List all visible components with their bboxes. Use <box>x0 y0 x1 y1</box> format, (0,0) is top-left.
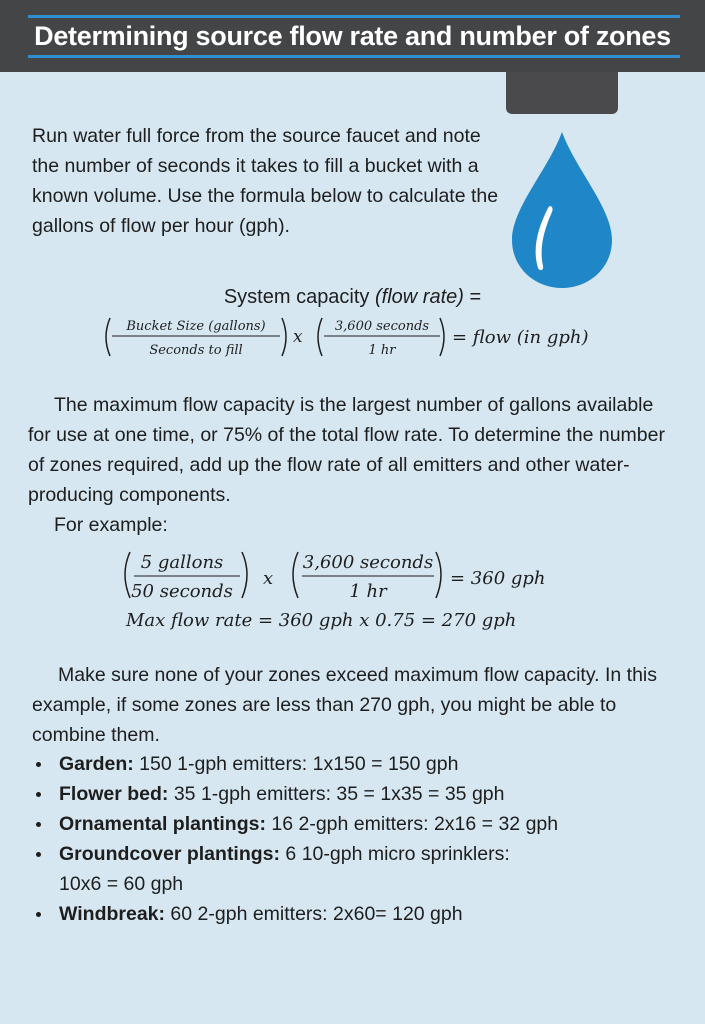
example-result: = 360 gph <box>450 568 546 589</box>
bullet-icon <box>36 762 41 767</box>
formula-label-end: = <box>463 286 482 308</box>
bullet-icon <box>36 912 41 917</box>
zone-name: Windbreak: <box>59 903 166 925</box>
faucet-icon <box>506 72 618 114</box>
bullet-icon <box>36 852 41 857</box>
formula-denominator1: Seconds to fill <box>149 343 243 358</box>
zone-list <box>32 749 682 929</box>
formula-numerator2: 3,600 seconds <box>334 319 430 334</box>
zone-name: Ornamental plantings: <box>59 813 266 835</box>
header-rule-bottom <box>28 55 680 58</box>
list-item <box>32 779 682 809</box>
list-item <box>32 899 682 929</box>
list-item <box>32 839 682 899</box>
zone-detail-continued: 10x6 = 60 gph <box>59 873 184 895</box>
page-title: Determining source flow rate and number of zones <box>34 21 671 51</box>
list-item <box>32 809 682 839</box>
example-numerator1: 5 gallons <box>140 552 224 573</box>
flow-formula <box>100 312 620 362</box>
zone-detail: 35 1-gph emitters: 35 = 1x35 = 35 gph <box>168 783 505 805</box>
formula-times: x <box>293 327 303 347</box>
zone-detail: 6 10-gph micro sprinklers: <box>280 843 510 865</box>
capacity-text: The maximum flow capacity is the largest number of gallons available for use at one time, or 75% of the total flow rate. To determine the number of zones required, add up the flow rate of all emitters and other water-producing components. <box>28 394 665 506</box>
formula-result: = flow (in gph) <box>452 327 589 348</box>
header-banner <box>0 0 705 72</box>
formula-label-italic: (flow rate) <box>375 286 464 308</box>
capacity-paragraph <box>28 390 678 540</box>
example-times: x <box>263 568 274 589</box>
formula-label <box>0 282 705 312</box>
zones-paragraph: Make sure none of your zones exceed maximum flow capacity. In this example, if some zones are less than 270 gph, you might be able to combine them. <box>32 664 657 746</box>
zone-name: Flower bed: <box>59 783 169 805</box>
formula-numerator1: Bucket Size (gallons) <box>126 319 266 334</box>
bullet-icon <box>36 792 41 797</box>
example-formula <box>120 546 580 636</box>
water-drop-icon <box>508 130 616 290</box>
example-denominator1: 50 seconds <box>131 581 233 602</box>
example-numerator2: 3,600 seconds <box>302 552 434 573</box>
formula-label-start: System capacity <box>223 286 375 308</box>
example-intro: For example: <box>54 514 168 536</box>
list-item <box>32 749 682 779</box>
zone-detail: 60 2-gph emitters: 2x60= 120 gph <box>165 903 463 925</box>
zone-detail: 150 1-gph emitters: 1x150 = 150 gph <box>133 753 459 775</box>
zone-name: Garden: <box>59 753 134 775</box>
max-flow-line: Max flow rate = 360 gph x 0.75 = 270 gph <box>126 610 517 631</box>
example-denominator2: 1 hr <box>349 581 387 602</box>
bullet-icon <box>36 822 41 827</box>
formula-denominator2: 1 hr <box>368 343 396 358</box>
zone-name: Groundcover plantings: <box>59 843 281 865</box>
zone-detail: 16 2-gph emitters: 2x16 = 32 gph <box>265 813 559 835</box>
intro-paragraph: Run water full force from the source faucet and note the number of seconds it takes to fill a bucket with a known volume. Use the formula below to calculate the gallons of flow per hour (gph). <box>32 125 499 237</box>
